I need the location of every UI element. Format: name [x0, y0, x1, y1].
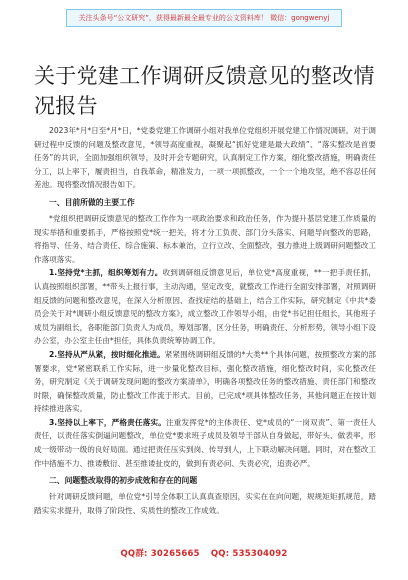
item-2-paragraph [34, 348, 376, 416]
item-1-pre: 收到调研组反馈意见后，单位党*高度重视， [162, 268, 315, 278]
item-3-paragraph [34, 416, 376, 470]
qq-number-text: QQ: 535304092 [210, 549, 288, 559]
section-2-paragraph: 针对调研反馈问题，单位党*引导全体职工认真真查原因，实实在在向问题，规规矩矩抓规范，踏踏实实求提升，取得了阶段性、实质性的整改工作成效。 [34, 492, 376, 515]
document-body [34, 124, 376, 517]
intro-paragraph: 2023年*月*日至*月*日，*党委党建工作调研小组对我单位党组织开展党建工作情况调研。对于调研过程中反馈的问题及整改意见，*领导高度重视，凝聚起“抓好党建是最大政绩”、“落实整改是首要任务”的共识，全面加强组织领导，及时开会专题研究，认真制定工作方案，细化整改措施，明确责任分工，以上率下，履责担当，自我革命，精准发力，一项一项抓整改，一个一个地攻坚，绝不容忍任何差池。现将整改情况报告如下。 [34, 126, 376, 190]
qq-group-text: QQ群: 30265665 [120, 549, 200, 559]
promo-banner-text: 关注头条号“公文研究”，获得最新最全最专业的公文资料库！ 微信：gongwenyj [78, 14, 330, 22]
contact-footer [0, 547, 408, 559]
section-heading-2: 二、问题整改取得的初步成效和存在的问题 [49, 476, 198, 486]
promo-banner[interactable] [66, 9, 342, 27]
item-1-paragraph [34, 266, 376, 348]
item-1-lead: 1.坚持党*主抓，组织筹划有力。 [49, 268, 163, 278]
item-2-lead: 2.坚持从严从紧，按时细化推进。 [49, 349, 165, 359]
item-2-body: 紧紧围绕调研组反馈的*大类**个具体问题，按照整改方案的部署要求，党*紧密联系工作实际，进一步量化整改目标，强化整改措施，细化整改时间，实化整改任务，研究制定《关于调研发现问题的整改方案清单》，明确各项整改任务的整改措施、责任部门和整改时限，确保整改质量，防止整改工作流于形式。目前，已完成*项具体整改任务，其他问题正在按计划持续推进落实。 [34, 349, 376, 414]
section-1-paragraph: *党组织把调研反馈意见的整改工作作为一项政治要求和政治任务，作为提升基层党建工作质量的现实举措和重要抓手，严格按照党*统一把关，将才分工负责、部门分头落实、问题导向整改的思路，将指导、任务、结合责任、综合施策、标本兼治，立行立改、全面整改，强力推进上级调研问题整改工作落项落实。 [34, 213, 376, 264]
section-heading-1: 一、目前所做的主要工作 [49, 197, 135, 207]
item-3-lead: 3.坚持以上率下，严格责任落实。 [49, 417, 166, 427]
page-title: 关于党建工作调研反馈意见的整改情况报告 [34, 64, 375, 118]
item-1-body: **一把手责任抓，认真按照组织部署，**带头上报行事，主动沟通，坚定改变，就整改工作进行全面安排部署，对照调研组反馈的问题和整改意见，在深入分析原因、查找症结的基础上，结合工作实际，研究制定《中共*委员会关于对*调研小组反馈意见的整改方案》，成立整改工作领导小组，由党*书记担任组长，其他班子成员为副组长，各职能部门负责人为成员，筹划部署，区分任务，明确责任、分析形势，领导小组下设办公室，办公室主任由*担任，具体负责统筹协调工作。 [34, 268, 376, 346]
item-3-body: 注重发挥党*的主体责任、党*成员的“一岗双责”、第一责任人责任，以责任落实倒逼问题整改，单位党*要求班子成员及领导干部从自身做起，带好头、做表率，形成一级带动一级的良好局面。通过把责任压实到岗、传导到人，上下联动解决问题。同时，对在整改工作中措施不力、推诿敷衍、甚至推诿扯皮的，做到有责必问、失责必究，追责必严。 [34, 417, 376, 468]
